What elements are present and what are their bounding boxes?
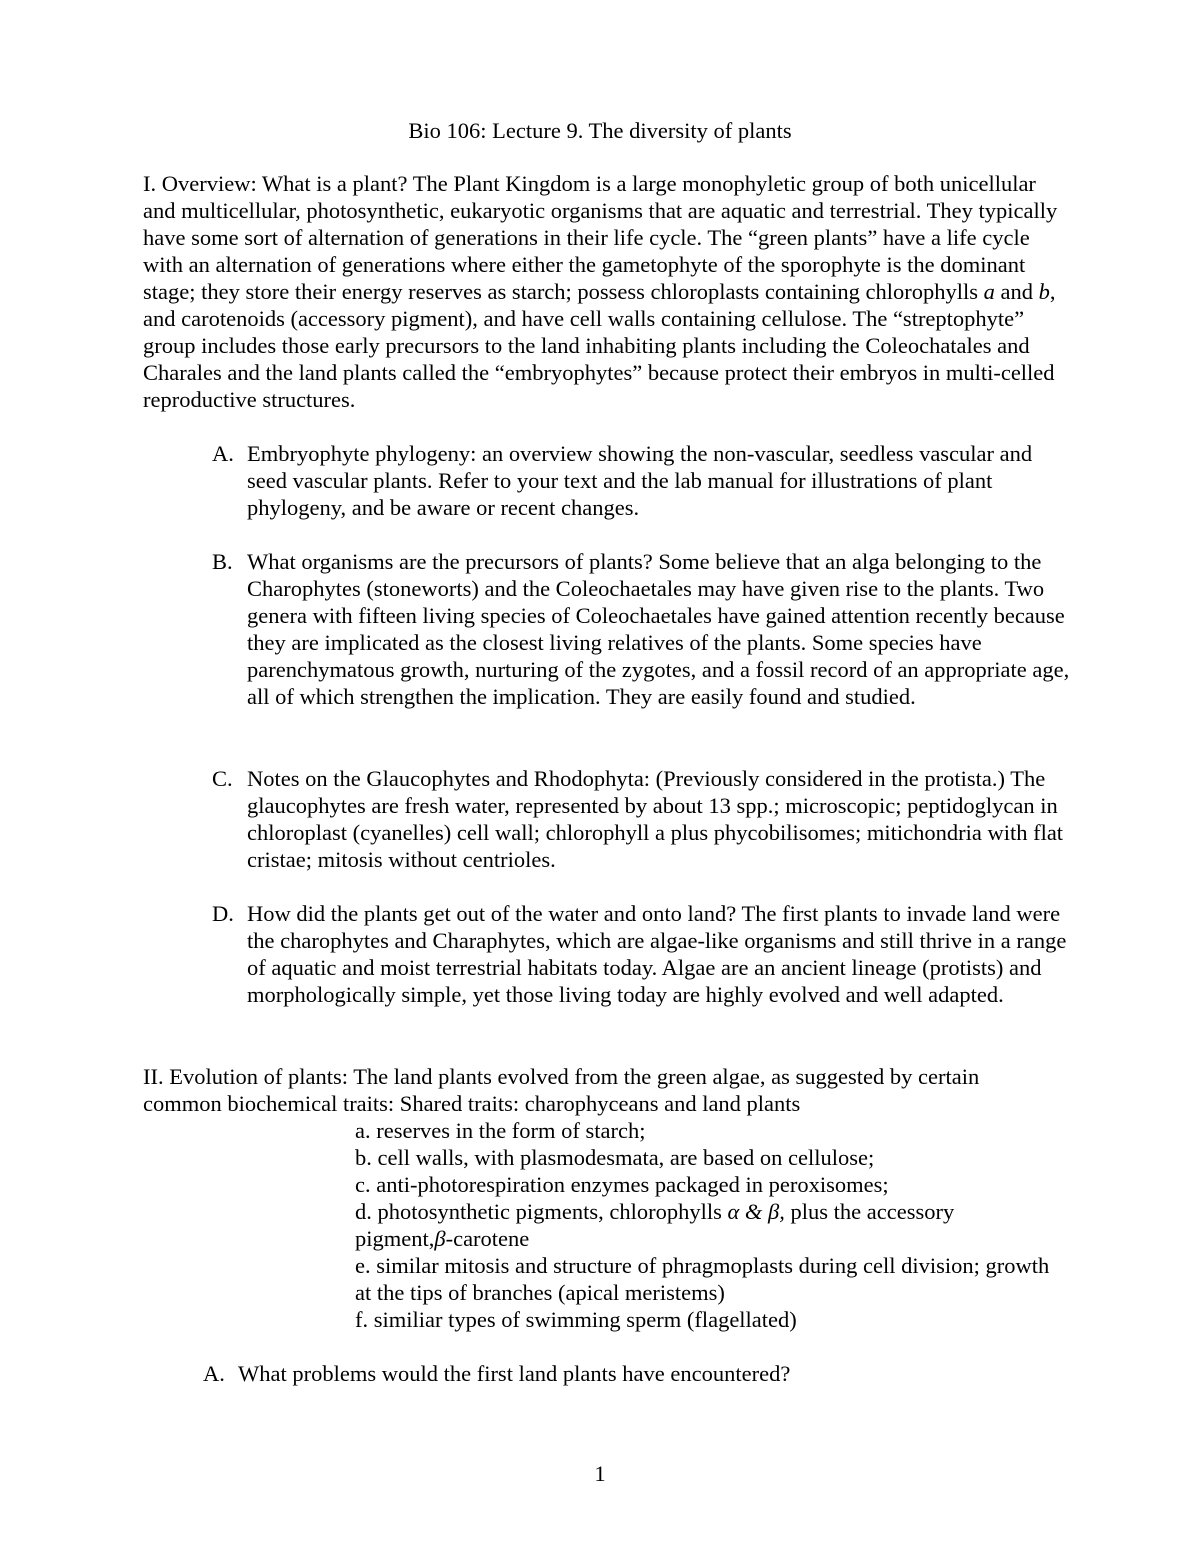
list-item-letter: A. (212, 441, 234, 466)
list-item (212, 900, 1072, 1008)
problem-text: What problems would the first land plants have encountered? (238, 1361, 791, 1386)
list-item-text: What organisms are the precursors of plants? Some believe that an alga belonging to the Charophytes (stoneworts) and the Coleochaetales may have given rise to the plants. Two genera with fifteen living species of Coleochaetales have gained attention recently because they are implicated as the closest living relatives of the plants. Some species have parenchymatous growth, nurturing of the zygotes, and a fossil record of an appropriate age, all of which strengthen the implication. They are easily found and studied. (247, 549, 1070, 709)
trait-f: f. similiar types of swimming sperm (flagellated) (355, 1307, 797, 1332)
overview-text-part1: The Plant Kingdom is a large monophyletic group of both unicellular and multicellular, photosynthetic, eukaryotic organisms that are aquatic and terrestrial. They typically have some sort of alternation of generations in their life cycle. The “green plants” have a life cycle with an alternation of generations where either the gametophyte of the sporophyte is the dominant stage; they store their energy reserves as starch; possess chloroplasts containing chlorophylls (143, 171, 1058, 304)
list-item-letter: D. (212, 901, 234, 926)
trait-d-end: -carotene (445, 1226, 530, 1251)
list-item-text: Embryophyte phylogeny: an overview showing the non-vascular, seedless vascular and seed vascular plants. Refer to your text and the lab manual for illustrations of plant phylogeny, and be aware or recent changes. (247, 441, 1033, 520)
overview-text-part2: and (994, 279, 1039, 304)
chlorophyll-a-label: a (983, 279, 995, 304)
overview-text-part3: , and carotenoids (accessory pigment), and have cell walls containing cellulose. The “streptophyte” group includes those early precursors to the land inhabiting plants including the Coleochatales and Charales and the land plants called the “embryophytes” because protect their embryos in multi-celled reproductive structures. (143, 279, 1056, 412)
list-item (212, 548, 1072, 710)
list-item-text: Notes on the Glaucophytes and Rhodophyta: (Previously considered in the protista.) The glaucophytes are fresh water, represented by about 13 spp.; microscopic; peptidoglycan in chloroplast (cyanelles) cell wall; chlorophyll a plus phycobilisomes; mitichondria with flat cristae; mitosis without centrioles. (247, 766, 1064, 872)
problem-item (203, 1360, 1063, 1387)
trait-d-prefix: d. photosynthetic pigments, chlorophylls (355, 1199, 728, 1224)
shared-traits-list (355, 1117, 1055, 1333)
list-item (212, 440, 1072, 521)
list-item-letter: C. (212, 766, 233, 791)
page-title: Bio 106: Lecture 9. The diversity of plants (408, 118, 792, 143)
trait-b: b. cell walls, with plasmodesmata, are based on cellulose; (355, 1145, 875, 1170)
list-item-text: How did the plants get out of the water and onto land? The first plants to invade land were the charophytes and Charaphytes, which are algae-like organisms and still thrive in a range of aquatic and moist terrestrial habitats today. Algae are an ancient lineage (protists) and morphologically simple, yet those living today are highly evolved and well adapted. (247, 901, 1067, 1007)
list-item-letter: B. (212, 549, 233, 574)
trait-c: c. anti-photorespiration enzymes packaged in peroxisomes; (355, 1172, 889, 1197)
trait-d-beta: β (434, 1226, 446, 1251)
trait-a: a. reserves in the form of starch; (355, 1118, 646, 1143)
evolution-paragraph: II. Evolution of plants: The land plants evolved from the green algae, as suggested by certain common biochemical traits: Shared traits: charophyceans and land plants (143, 1064, 980, 1116)
overview-heading: I. Overview: What is a plant? (143, 171, 408, 196)
trait-d-symbols: α & β, (727, 1199, 785, 1224)
list-item (212, 765, 1072, 873)
trait-d (355, 1198, 1055, 1252)
overview-paragraph (143, 170, 1063, 413)
chlorophyll-b-label: b (1038, 279, 1050, 304)
problem-letter: A. (203, 1361, 225, 1386)
trait-d-suffix: plus the accessory pigment, (355, 1199, 955, 1251)
page-number: 1 (594, 1461, 606, 1486)
trait-e: e. similar mitosis and structure of phragmoplasts during cell division; growth at the tips of branches (apical meristems) (355, 1253, 1050, 1305)
